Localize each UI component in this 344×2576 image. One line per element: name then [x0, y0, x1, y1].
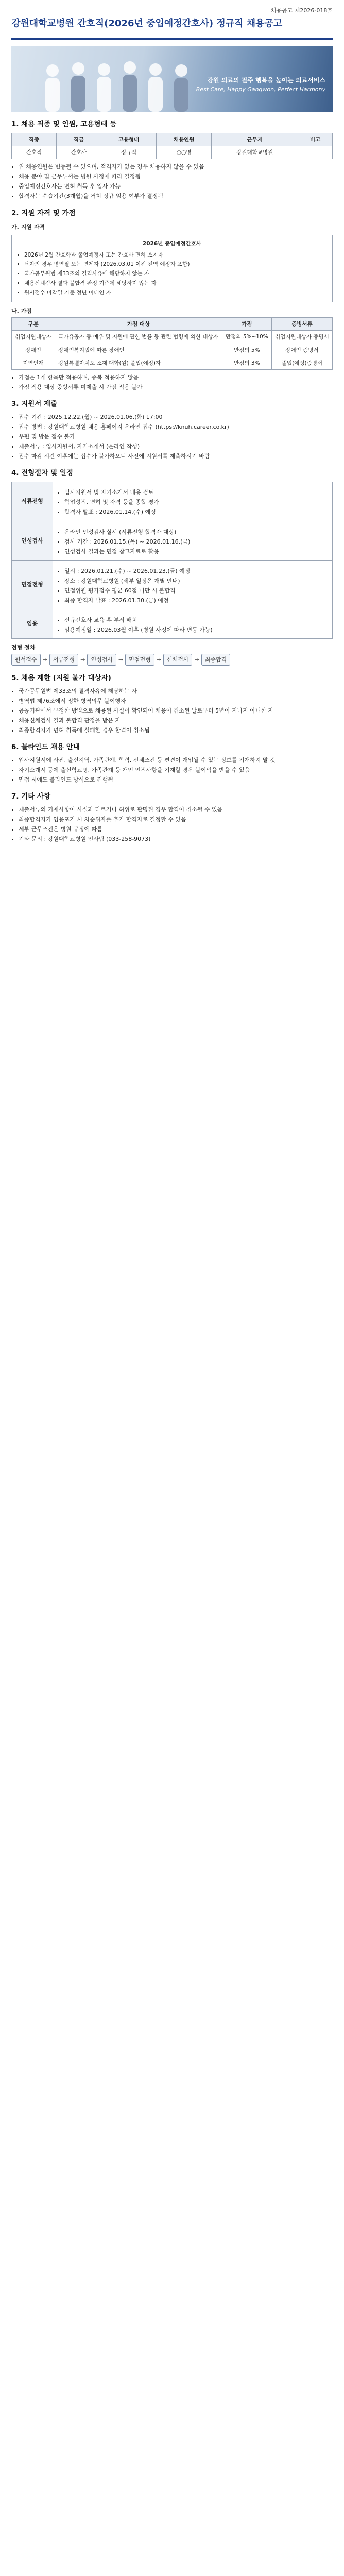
- flow-step: 면접전형: [125, 654, 154, 666]
- process-row: [11, 482, 333, 521]
- process-list: [57, 528, 328, 556]
- table-header-cell: 비고: [298, 133, 333, 146]
- banner-tagline: [196, 76, 325, 94]
- table-cell: 만점의 3%: [222, 357, 271, 369]
- table-header-cell: 직종: [12, 133, 57, 146]
- flow-step: 원서접수: [11, 654, 41, 666]
- table-header-cell: 증빙서류: [271, 318, 332, 331]
- list-item: • 임용예정일 : 2026.03월 이후 (병원 사정에 따라 변동 가능): [64, 625, 328, 634]
- list-item: • 제출서류의 기재사항이 사실과 다르거나 허위로 판명된 경우 합격이 취소될 수 있음: [19, 805, 333, 814]
- list-item: • 기타 문의 : 강원대학교병원 인사팀 (033-258-9073): [19, 835, 333, 843]
- process-list: [57, 488, 328, 516]
- hero-banner: [11, 46, 333, 112]
- section-title: 5. 채용 제한 (지원 불가 대상자): [11, 674, 111, 683]
- arrow-right-icon: →: [156, 656, 161, 663]
- flow-step: 신체검사: [163, 654, 193, 666]
- list-item: • 입사지원서에 사진, 출신지역, 가족관계, 학력, 신체조건 등 편견이 개입될 수 있는 정보를 기재하지 말 것: [19, 756, 333, 765]
- staff-illustration: [32, 55, 202, 112]
- arrow-right-icon: →: [42, 656, 47, 663]
- list-item: • 세부 근무조건은 병원 규정에 따름: [19, 825, 333, 834]
- list-item: • 채용신체검사 결과 불합격 판정을 받은 자: [19, 716, 333, 725]
- additional-points-table: [11, 317, 333, 370]
- notice-number: 채용공고 제2026-018호: [270, 7, 333, 14]
- list-item: • 병역법 제76조에서 정한 병역의무 불이행자: [19, 697, 333, 705]
- list-item: • 자기소개서 등에 출신학교명, 가족관계 등 개인 인적사항을 기재할 경우 불이익을 받을 수 있음: [19, 766, 333, 774]
- list-item: • 면접위원 평가점수 평균 60점 미만 시 불합격: [64, 586, 328, 595]
- table-row: [12, 146, 333, 159]
- positions-notes: [11, 162, 333, 200]
- table-cell: 간호직: [12, 146, 57, 159]
- process-label: 임용: [12, 609, 53, 638]
- table-cell: 만점의 5%~10%: [222, 331, 271, 344]
- section-qualifications: [11, 208, 333, 392]
- process-body: [53, 561, 332, 609]
- table-cell: 강원특별자치도 소재 대학(원) 졸업(예정)자: [55, 357, 222, 369]
- list-item: • 입사지원서 및 자기소개서 내용 검토: [64, 488, 328, 497]
- list-item: • 면접 시에도 블라인드 방식으로 진행됨: [19, 775, 333, 784]
- list-item: • 공공기관에서 부정한 방법으로 채용된 사실이 확인되어 채용이 취소된 날로부터 5년이 지나지 아니한 자: [19, 706, 333, 715]
- section-restrictions: [11, 673, 333, 735]
- process-label: 서류전형: [12, 482, 53, 520]
- table-header-cell: 채용인원: [157, 133, 212, 146]
- list-item: • 검사 기간 : 2026.01.15.(목) ~ 2026.01.16.(금): [64, 537, 328, 546]
- table-cell: 장애인 증명서: [271, 344, 332, 357]
- table-row: [12, 344, 333, 357]
- list-item: • 채용 분야 및 근무부서는 병원 사정에 따라 결정됨: [19, 172, 333, 181]
- banner-tagline-ko: 강원 의료의 필주 행복을 높이는 의료서비스: [207, 76, 325, 84]
- list-item: • 학업성적, 면허 및 자격 등을 종합 평가: [64, 498, 328, 506]
- list-item: • 중입예정간호사는 면허 취득 후 입사 가능: [19, 182, 333, 191]
- list-item: • 최종합격자가 면허 취득에 실패한 경우 합격이 취소됨: [19, 726, 333, 735]
- table-header-row: [12, 133, 333, 146]
- flow-step: 서류전형: [49, 654, 79, 666]
- table-row: [12, 331, 333, 344]
- process-label: 인성검사: [12, 521, 53, 560]
- table-header-row: [12, 318, 333, 331]
- list-item: • 2026년 2월 간호학과 졸업예정자 또는 간호사 면허 소지자: [24, 251, 327, 259]
- list-item: • 제출서류 : 입사지원서, 자기소개서 (온라인 작성): [19, 442, 333, 451]
- table-cell: 취업지원대상자: [12, 331, 55, 344]
- list-item: • 위 채용인원은 변동될 수 있으며, 적격자가 없는 경우 채용하지 않을 수 있음: [19, 162, 333, 171]
- list-item: • 채용신체검사 결과 불합격 판정 기준에 해당하지 않는 자: [24, 279, 327, 287]
- list-item: • 합격자는 수습기간(3개월)을 거쳐 정규 임용 여부가 결정됨: [19, 192, 333, 200]
- arrow-right-icon: →: [194, 656, 199, 663]
- section-process: [11, 468, 333, 666]
- flow-title: 전형 절차: [11, 643, 36, 651]
- section-blind-hiring: [11, 742, 333, 784]
- table-header-cell: 가점: [222, 318, 271, 331]
- application-list: [11, 413, 333, 461]
- section-title: 2. 지원 자격 및 가점: [11, 209, 76, 217]
- section-title: 3. 지원서 제출: [11, 400, 58, 409]
- list-item: • 원서접수 마감일 기준 정년 이내인 자: [24, 289, 327, 297]
- section-title: 7. 기타 사항: [11, 792, 51, 801]
- table-cell: 장애인: [12, 344, 55, 357]
- list-item: • 국가공무원법 제33조의 결격사유에 해당하는 자: [19, 687, 333, 696]
- list-item: • 접수 기간 : 2025.12.22.(월) ~ 2026.01.06.(화) 17:00: [19, 413, 333, 421]
- table-cell: 정규직: [101, 146, 156, 159]
- list-item: • 가점 적용 대상 증빙서류 미제출 시 가점 적용 불가: [19, 383, 333, 392]
- list-item: • 최종합격자가 임용포기 시 차순위자를 추가 합격자로 결정할 수 있음: [19, 815, 333, 824]
- section-title: 6. 블라인드 채용 안내: [11, 743, 80, 752]
- list-item: • 온라인 인성검사 실시 (서류전형 합격자 대상): [64, 528, 328, 536]
- table-header-cell: 구분: [12, 318, 55, 331]
- list-item: • 접수 마감 시간 이후에는 접수가 불가하오니 사전에 지원서를 제출하시기 바람: [19, 452, 333, 461]
- table-header-cell: 직급: [56, 133, 101, 146]
- subsection-title: 가. 지원 자격: [11, 224, 45, 231]
- process-body: [53, 609, 332, 638]
- table-row: [12, 357, 333, 369]
- process-row: [11, 609, 333, 639]
- blind-hiring-list: [11, 756, 333, 784]
- section-positions: [11, 119, 333, 201]
- qualification-list: [17, 251, 327, 297]
- table-header-cell: 가점 대상: [55, 318, 222, 331]
- list-item: • 최종 합격자 발표 : 2026.01.30.(금) 예정: [64, 596, 328, 605]
- list-item: • 가점은 1개 항목만 적용하며, 중복 적용하지 않음: [19, 373, 333, 382]
- table-cell: 졸업(예정)증명서: [271, 357, 332, 369]
- process-body: [53, 521, 332, 560]
- table-cell: ○○명: [157, 146, 212, 159]
- section-title: 1. 채용 직종 및 인원, 고용형태 등: [11, 120, 117, 128]
- list-item: • 국가공무원법 제33조의 결격사유에 해당하지 않는 자: [24, 269, 327, 278]
- table-header-cell: 근무지: [212, 133, 298, 146]
- list-item: • 장소 : 강원대학교병원 (세부 일정은 개별 안내): [64, 577, 328, 585]
- list-item: • 우편 및 방문 접수 불가: [19, 432, 333, 441]
- table-cell: 간호사: [56, 146, 101, 159]
- page: [0, 0, 344, 865]
- list-item: • 인성검사 결과는 면접 참고자료로 활용: [64, 547, 328, 556]
- table-cell: 장애인복지법에 따른 장애인: [55, 344, 222, 357]
- table-cell: 지역인재: [12, 357, 55, 369]
- table-cell: 강원대학교병원: [212, 146, 298, 159]
- section-title: 4. 전형절차 및 일정: [11, 469, 73, 478]
- table-cell: 국가유공자 등 예우 및 지원에 관한 법률 등 관련 법령에 의한 대상자: [55, 331, 222, 344]
- process-row: [11, 521, 333, 561]
- restriction-list: [11, 687, 333, 735]
- arrow-right-icon: →: [118, 656, 124, 663]
- process-row: [11, 561, 333, 609]
- arrow-right-icon: →: [80, 656, 85, 663]
- page-title: 강원대학교병원 간호직(2026년 중입예정간호사) 정규직 채용공고: [11, 18, 283, 29]
- table-cell: [298, 146, 333, 159]
- table-cell: 취업지원대상자 증명서: [271, 331, 332, 344]
- process-list: [57, 567, 328, 605]
- header: [0, 0, 344, 35]
- process-body: [53, 482, 332, 520]
- positions-table: [11, 133, 333, 160]
- flow-step: 인성검사: [87, 654, 116, 666]
- qualification-box-title: 2026년 중입예정간호사: [142, 240, 202, 247]
- process-list: [57, 616, 328, 634]
- process-flow: [11, 654, 333, 666]
- qualification-box: [11, 235, 333, 303]
- banner-tagline-en: Best Care, Happy Gangwon, Perfect Harmony: [196, 86, 325, 93]
- list-item: • 남자의 경우 병역필 또는 면제자 (2026.03.01 이전 전역 예정자 포함): [24, 260, 327, 268]
- section-application: [11, 399, 333, 461]
- flow-step: 최종합격: [201, 654, 231, 666]
- subsection-title: 나. 가점: [11, 308, 32, 315]
- additional-points-notes: [11, 373, 333, 392]
- process-label: 면접전형: [12, 561, 53, 609]
- section-other: [11, 791, 333, 843]
- other-list: [11, 805, 333, 843]
- table-header-cell: 고용형태: [101, 133, 156, 146]
- list-item: • 합격자 발표 : 2026.01.14.(수) 예정: [64, 507, 328, 516]
- list-item: • 일시 : 2026.01.21.(수) ~ 2026.01.23.(금) 예정: [64, 567, 328, 575]
- table-cell: 만점의 5%: [222, 344, 271, 357]
- title-divider: [11, 38, 333, 40]
- list-item: • 접수 방법 : 강원대학교병원 채용 홈페이지 온라인 접수 (https://knuh.career.co.kr): [19, 422, 333, 431]
- list-item: • 신규간호사 교육 후 부서 배치: [64, 616, 328, 624]
